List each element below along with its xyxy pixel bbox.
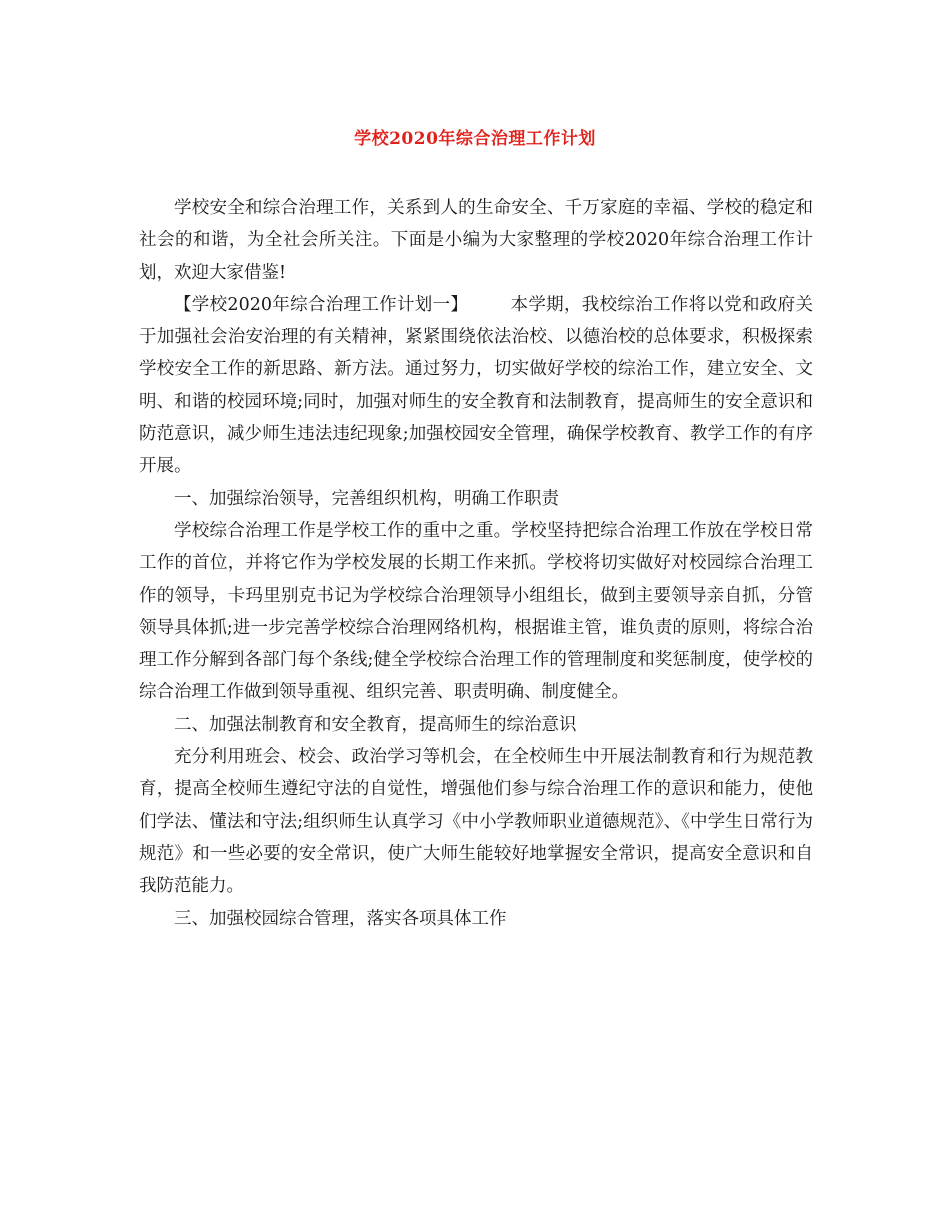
document-title: 学校2020年综合治理工作计划 [354, 129, 596, 149]
intro-paragraph: 学校安全和综合治理工作，关系到人的生命安全、千万家庭的幸福、学校的稳定和社会的和谐，为全社会所关注。下面是小编为大家整理的学校2020年综合治理工作计划，欢迎大家借鉴! [139, 198, 813, 283]
section-three-heading: 三、加强校园综合管理，落实各项具体工作 [174, 908, 507, 929]
section-two-heading: 二、加强法制教育和安全教育，提高师生的综治意识 [174, 714, 577, 735]
section-one-paragraph: 学校综合治理工作是学校工作的重中之重。学校坚持把综合治理工作放在学校日常工作的首位，并将它作为学校发展的长期工作来抓。学校将切实做好对校园综合治理工作的领导，卡玛里别克书记为学校综合治理领导小组组长，做到主要领导亲自抓，分管领导具体抓;进一步完善学校综合治理网络机构，根据谁主管，谁负责的原则，将综合治理工作分解到各部门每个条线;健全学校综合治理工作的管理制度和奖惩制度，使学校的综合治理工作做到领导重视、组织完善、职责明确、制度健全。 [139, 520, 813, 703]
section-one-heading: 一、加强综治领导，完善组织机构，明确工作职责 [174, 488, 559, 509]
plan-one-body: 本学期，我校综治工作将以党和政府关于加强社会治安治理的有关精神，紧紧围绕依法治校、以德治校的总体要求，积极探索学校安全工作的新思路、新方法。通过努力，切实做好学校的综治工作，建立安全、文明、和谐的校园环境;同时，加强对师生的安全教育和法制教育，提高师生的安全意识和防范意识，减少师生违法违纪现象;加强校园安全管理，确保学校教育、教学工作的有序开展。 [139, 294, 813, 477]
plan-one-heading: 【学校2020年综合治理工作计划一】 [174, 294, 469, 315]
section-two-paragraph: 充分利用班会、校会、政治学习等机会，在全校师生中开展法制教育和行为规范教育，提高全校师生遵纪守法的自觉性，增强他们参与综合治理工作的意识和能力，使他们学法、懂法和守法;组织师生认真学习《中小学教师职业道德规范》、《中学生日常行为规范》和一些必要的安全常识，使广大师生能较好地掌握安全常识，提高安全意识和自我防范能力。 [139, 747, 813, 897]
plan-one-paragraph [139, 289, 813, 483]
document-body [139, 192, 813, 935]
